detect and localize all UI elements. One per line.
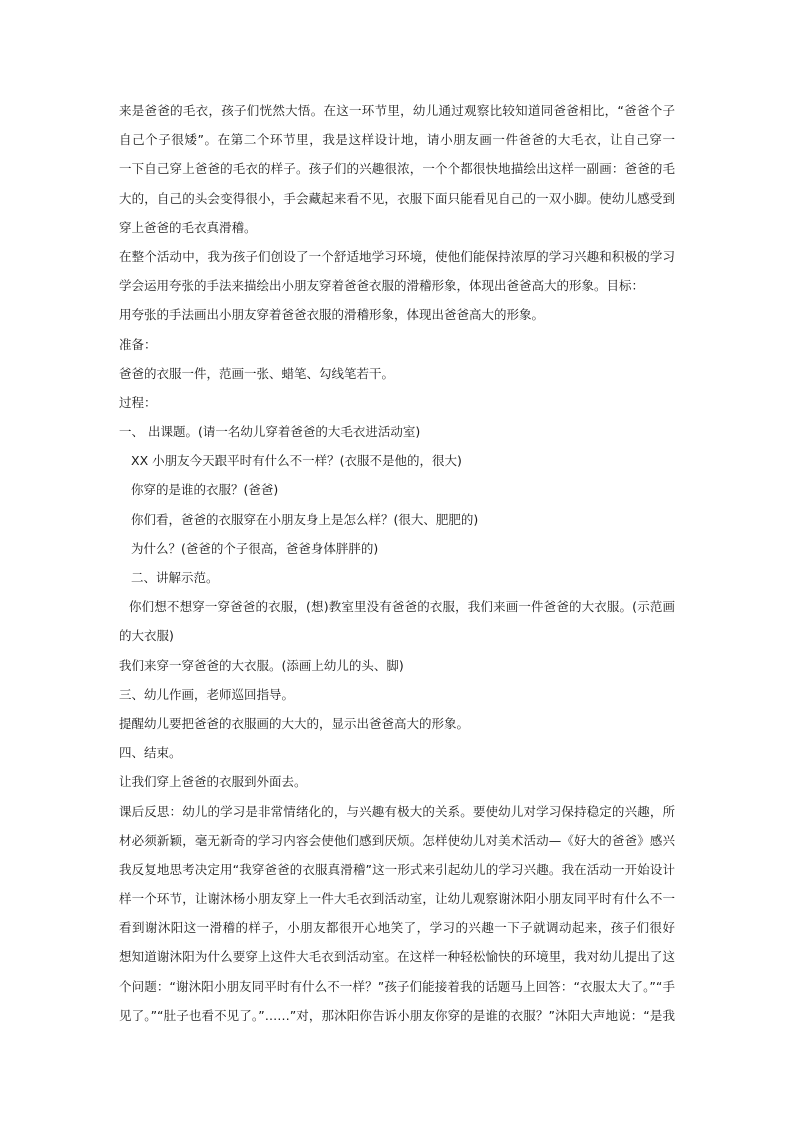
step-heading-3: 三、幼儿作画，老师巡回指导。 — [119, 686, 295, 702]
reflection-line: 想知道谢沐阳为什么要穿上这件大毛衣到活动室。在这样一种轻松愉快的环境里，我对幼儿提出了这 — [119, 949, 675, 965]
dialogue-line: 为什么？(爸爸的个子很高，爸爸身体胖胖的) — [131, 540, 379, 556]
reflection-line: 样一个环节，让谢沐杨小朋友穿上一件大毛衣到活动室，让幼儿观察谢沐阳小朋友同平时有什么不一 — [119, 891, 675, 907]
paragraph-line: 你们想不想穿一穿爸爸的衣服，(想)教室里没有爸爸的衣服，我们来画一件爸爸的大衣服。(示范画 — [129, 599, 675, 615]
step-heading-4: 四、结束。 — [119, 745, 182, 761]
paragraph-line: 一下自己穿上爸爸的毛衣的样子。孩子们的兴趣很浓，一个个都很快地描绘出这样一副画：爸爸的毛 — [119, 161, 675, 177]
dialogue-line: 你们看，爸爸的衣服穿在小朋友身上是怎么样？(很大、肥肥的) — [131, 511, 479, 527]
paragraph-line: 让我们穿上爸爸的衣服到外面去。 — [119, 774, 307, 790]
step-heading-1: 一、 出课题。(请一名幼儿穿着爸爸的大毛衣进活动室) — [119, 424, 421, 440]
reflection-line: 个问题：“谢沐阳小朋友同平时有什么不一样？”孩子们能接着我的话题马上回答：“衣服太大了。”“手 — [119, 978, 675, 994]
paragraph-line: 在整个活动中，我为孩子们创设了一个舒适地学习环境，使他们能保持浓厚的学习兴趣和积极的学习 — [119, 248, 675, 264]
paragraph-line: 穿上爸爸的毛衣真滑稽。 — [119, 219, 257, 235]
reflection-line: 我反复地思考决定用“我穿爸爸的衣服真滑稽”这一形式来引起幼儿的学习兴趣。我在活动一开始设计 — [119, 861, 675, 877]
paragraph-line: 提醒幼儿要把爸爸的衣服画的大大的，显示出爸爸高大的形象。 — [119, 715, 470, 731]
paragraph-line: 来是爸爸的毛衣，孩子们恍然大悟。在这一环节里，幼儿通过观察比较知道同爸爸相比，“爸爸个子 — [119, 103, 675, 118]
preparation-line: 爸爸的衣服一件，范画一张、蜡笔、勾线笔若干。 — [119, 365, 395, 381]
reflection-line: 课后反思：幼儿的学习是非常情绪化的，与兴趣有极大的关系。要使幼儿对学习保持稳定的兴趣，所 — [119, 803, 675, 819]
paragraph-line: 我们来穿一穿爸爸的大衣服。(添画上幼儿的头、脚) — [119, 657, 404, 673]
section-heading-process: 过程： — [119, 394, 157, 410]
paragraph-line: 自己个子很矮”。在第二个环节里，我是这样设计地，请小朋友画一件爸爸的大毛衣，让自己穿一 — [119, 132, 675, 148]
reflection-line: 看到谢沐阳这一滑稽的样子，小朋友都很开心地笑了，学习的兴趣一下子就调动起来，孩子们很好 — [119, 920, 675, 936]
section-heading-preparation: 准备： — [119, 336, 157, 352]
dialogue-line: XX 小朋友今天跟平时有什么不一样？(衣服不是他的，很大) — [131, 453, 462, 469]
paragraph-line: 学会运用夸张的手法来描绘出小朋友穿着爸爸衣服的滑稽形象，体现出爸爸高大的形象。目标： — [119, 278, 645, 294]
step-heading-2: 二、讲解示范。 — [131, 570, 219, 585]
document-body — [119, 96, 675, 1030]
dialogue-line: 你穿的是谁的衣服？(爸爸) — [131, 482, 279, 498]
goal-line: 用夸张的手法画出小朋友穿着爸爸衣服的滑稽形象，体现出爸爸高大的形象。 — [119, 307, 545, 323]
paragraph-line: 的大衣服) — [119, 628, 174, 644]
paragraph-line: 大的，自己的头会变得很小，手会藏起来看不见，衣服下面只能看见自己的一双小脚。使幼儿感受到 — [119, 190, 675, 206]
reflection-line: 见了。”“肚子也看不见了。”……”对，那沐阳你告诉小朋友你穿的是谁的衣服？”沐阳大声地说：“是我 — [119, 1007, 675, 1023]
reflection-line: 材必须新颖，毫无新奇的学习内容会使他们感到厌烦。怎样使幼儿对美术活动—《好大的爸爸》感兴 — [119, 832, 675, 848]
